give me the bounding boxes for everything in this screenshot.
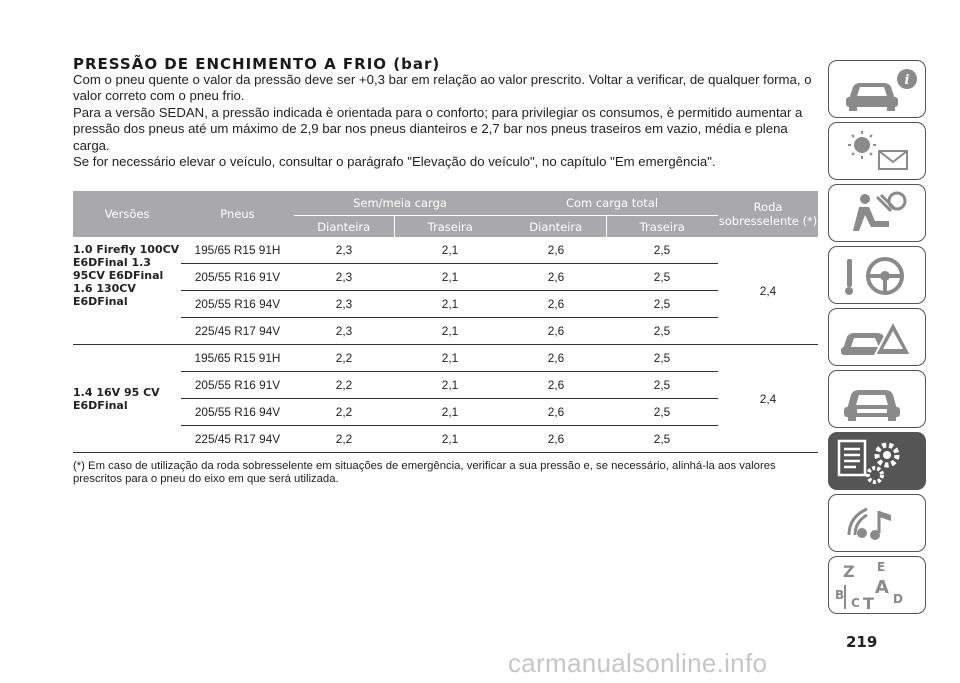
table-row bbox=[73, 264, 818, 291]
value-cell: 2,3 bbox=[294, 291, 394, 318]
value-cell: 2,5 bbox=[606, 372, 718, 399]
value-cell: 2,2 bbox=[294, 399, 394, 426]
value-cell: 2,5 bbox=[606, 426, 718, 453]
car-info-icon bbox=[829, 61, 927, 119]
value-cell: 2,6 bbox=[506, 372, 606, 399]
index-letter: D bbox=[893, 592, 903, 606]
sidebar-item-emergency[interactable] bbox=[828, 308, 926, 366]
technical-data-icon bbox=[829, 433, 927, 491]
tyre-cell: 225/45 R17 94V bbox=[181, 426, 294, 453]
value-cell: 2,1 bbox=[394, 264, 506, 291]
sidebar-item-car-info[interactable] bbox=[828, 60, 926, 118]
value-cell: 2,5 bbox=[606, 291, 718, 318]
value-cell: 2,1 bbox=[394, 399, 506, 426]
value-cell: 2,6 bbox=[506, 291, 606, 318]
index-letter: B bbox=[835, 588, 845, 602]
sidebar-item-airbag-safety[interactable] bbox=[828, 184, 926, 242]
header-roda: Roda sobresselente (*) bbox=[718, 191, 818, 237]
steering-wheel-icon bbox=[829, 247, 927, 305]
table-row bbox=[73, 426, 818, 453]
model-cell: 1.0 Firefly 100CV E6DFinal 1.3 95CV E6DFinal 1.6 130CV E6DFinal bbox=[73, 237, 181, 345]
table-row bbox=[73, 318, 818, 345]
sidebar-item-index[interactable] bbox=[828, 556, 926, 614]
value-cell: 2,5 bbox=[606, 318, 718, 345]
value-cell: 2,5 bbox=[606, 345, 718, 372]
sidebar-item-maintenance[interactable] bbox=[828, 370, 926, 428]
model-cell: 1.4 16V 95 CV E6DFinal bbox=[73, 345, 181, 453]
header-dianteira: Dianteira bbox=[294, 216, 394, 238]
pressure-table bbox=[73, 191, 818, 453]
sidebar-item-steering[interactable] bbox=[828, 246, 926, 304]
tyre-cell: 195/65 R15 91H bbox=[181, 237, 294, 264]
index-letter: C bbox=[851, 596, 860, 610]
header-traseira: Traseira bbox=[394, 216, 506, 238]
value-cell: 2,6 bbox=[506, 399, 606, 426]
value-cell: 2,2 bbox=[294, 345, 394, 372]
header-com-carga: Com carga total bbox=[506, 191, 718, 216]
index-letter: Z bbox=[843, 562, 855, 581]
sidebar-item-multimedia[interactable] bbox=[828, 494, 926, 552]
header-dianteira: Dianteira bbox=[506, 216, 606, 238]
intro-paragraph: Se for necessário elevar o veículo, consultar o parágrafo "Elevação do veículo", no capítulo "Em emergência". bbox=[73, 154, 716, 170]
value-cell: 2,3 bbox=[294, 237, 394, 264]
value-cell: 2,5 bbox=[606, 399, 718, 426]
value-cell: 2,5 bbox=[606, 264, 718, 291]
emergency-warning-icon bbox=[829, 309, 927, 367]
value-cell: 2,6 bbox=[506, 345, 606, 372]
value-cell: 2,3 bbox=[294, 264, 394, 291]
value-cell: 2,6 bbox=[506, 426, 606, 453]
intro-paragraph: Com o pneu quente o valor da pressão deve ser +0,3 bar em relação ao valor prescrito. Voltar a verificar, de qualquer forma, o valor correto com o pneu frio. bbox=[73, 72, 812, 104]
dashboard-lights-icon bbox=[829, 123, 927, 181]
footnote: (*) Em caso de utilização da roda sobresselente em situações de emergência, verificar a sua pressão e, se necessário, alinhá-la aos valores prescritos para o pneu do eixo em que será utilizada. bbox=[73, 460, 776, 486]
svg-text:i: i bbox=[904, 73, 910, 88]
watermark: carmanualsonline.info bbox=[508, 648, 768, 678]
tyre-cell: 205/55 R16 91V bbox=[181, 264, 294, 291]
value-cell: 2,6 bbox=[506, 318, 606, 345]
table-row bbox=[73, 345, 818, 372]
intro-text bbox=[73, 72, 818, 170]
multimedia-icon bbox=[829, 495, 927, 553]
table-row bbox=[73, 237, 818, 264]
value-cell: 2,6 bbox=[506, 264, 606, 291]
index-letter: T bbox=[863, 594, 874, 613]
alphabetical-index-icon bbox=[829, 557, 927, 615]
index-letter: E bbox=[877, 560, 886, 574]
table-row bbox=[73, 291, 818, 318]
index-letter: A bbox=[875, 577, 889, 598]
value-cell: 2,1 bbox=[394, 372, 506, 399]
spare-cell: 2,4 bbox=[718, 345, 818, 453]
value-cell: 2,1 bbox=[394, 318, 506, 345]
header-sem-carga: Sem/meia carga bbox=[294, 191, 506, 216]
tyre-cell: 205/55 R16 91V bbox=[181, 372, 294, 399]
value-cell: 2,2 bbox=[294, 426, 394, 453]
value-cell: 2,6 bbox=[506, 237, 606, 264]
header-traseira: Traseira bbox=[606, 216, 718, 238]
table-row bbox=[73, 372, 818, 399]
spare-cell: 2,4 bbox=[718, 237, 818, 345]
tyre-cell: 225/45 R17 94V bbox=[181, 318, 294, 345]
tyre-cell: 195/65 R15 91H bbox=[181, 345, 294, 372]
value-cell: 2,5 bbox=[606, 237, 718, 264]
value-cell: 2,3 bbox=[294, 318, 394, 345]
value-cell: 2,2 bbox=[294, 372, 394, 399]
value-cell: 2,1 bbox=[394, 426, 506, 453]
intro-paragraph: Para a versão SEDAN, a pressão indicada è orientada para o conforto; para privilegiar os consumos, è permitido aumentar a pressão dos pneus até um máximo de 2,9 bar nos pneus dianteiros e 2,7 bar nos pneus traseiros em vazio, média e plena carga. bbox=[73, 104, 803, 153]
airbag-safety-icon bbox=[829, 185, 927, 243]
value-cell: 2,1 bbox=[394, 291, 506, 318]
table-row bbox=[73, 399, 818, 426]
car-maintenance-icon bbox=[829, 371, 927, 429]
page-number: 219 bbox=[846, 633, 878, 651]
tyre-cell: 205/55 R16 94V bbox=[181, 291, 294, 318]
tyre-cell: 205/55 R16 94V bbox=[181, 399, 294, 426]
sidebar-item-dashboard-lights[interactable] bbox=[828, 122, 926, 180]
header-versoes: Versões bbox=[73, 191, 181, 237]
value-cell: 2,1 bbox=[394, 345, 506, 372]
sidebar-item-technical-data[interactable] bbox=[828, 432, 926, 490]
page-title: PRESSÃO DE ENCHIMENTO A FRIO (bar) bbox=[73, 55, 441, 73]
header-pneus: Pneus bbox=[181, 191, 294, 237]
value-cell: 2,1 bbox=[394, 237, 506, 264]
